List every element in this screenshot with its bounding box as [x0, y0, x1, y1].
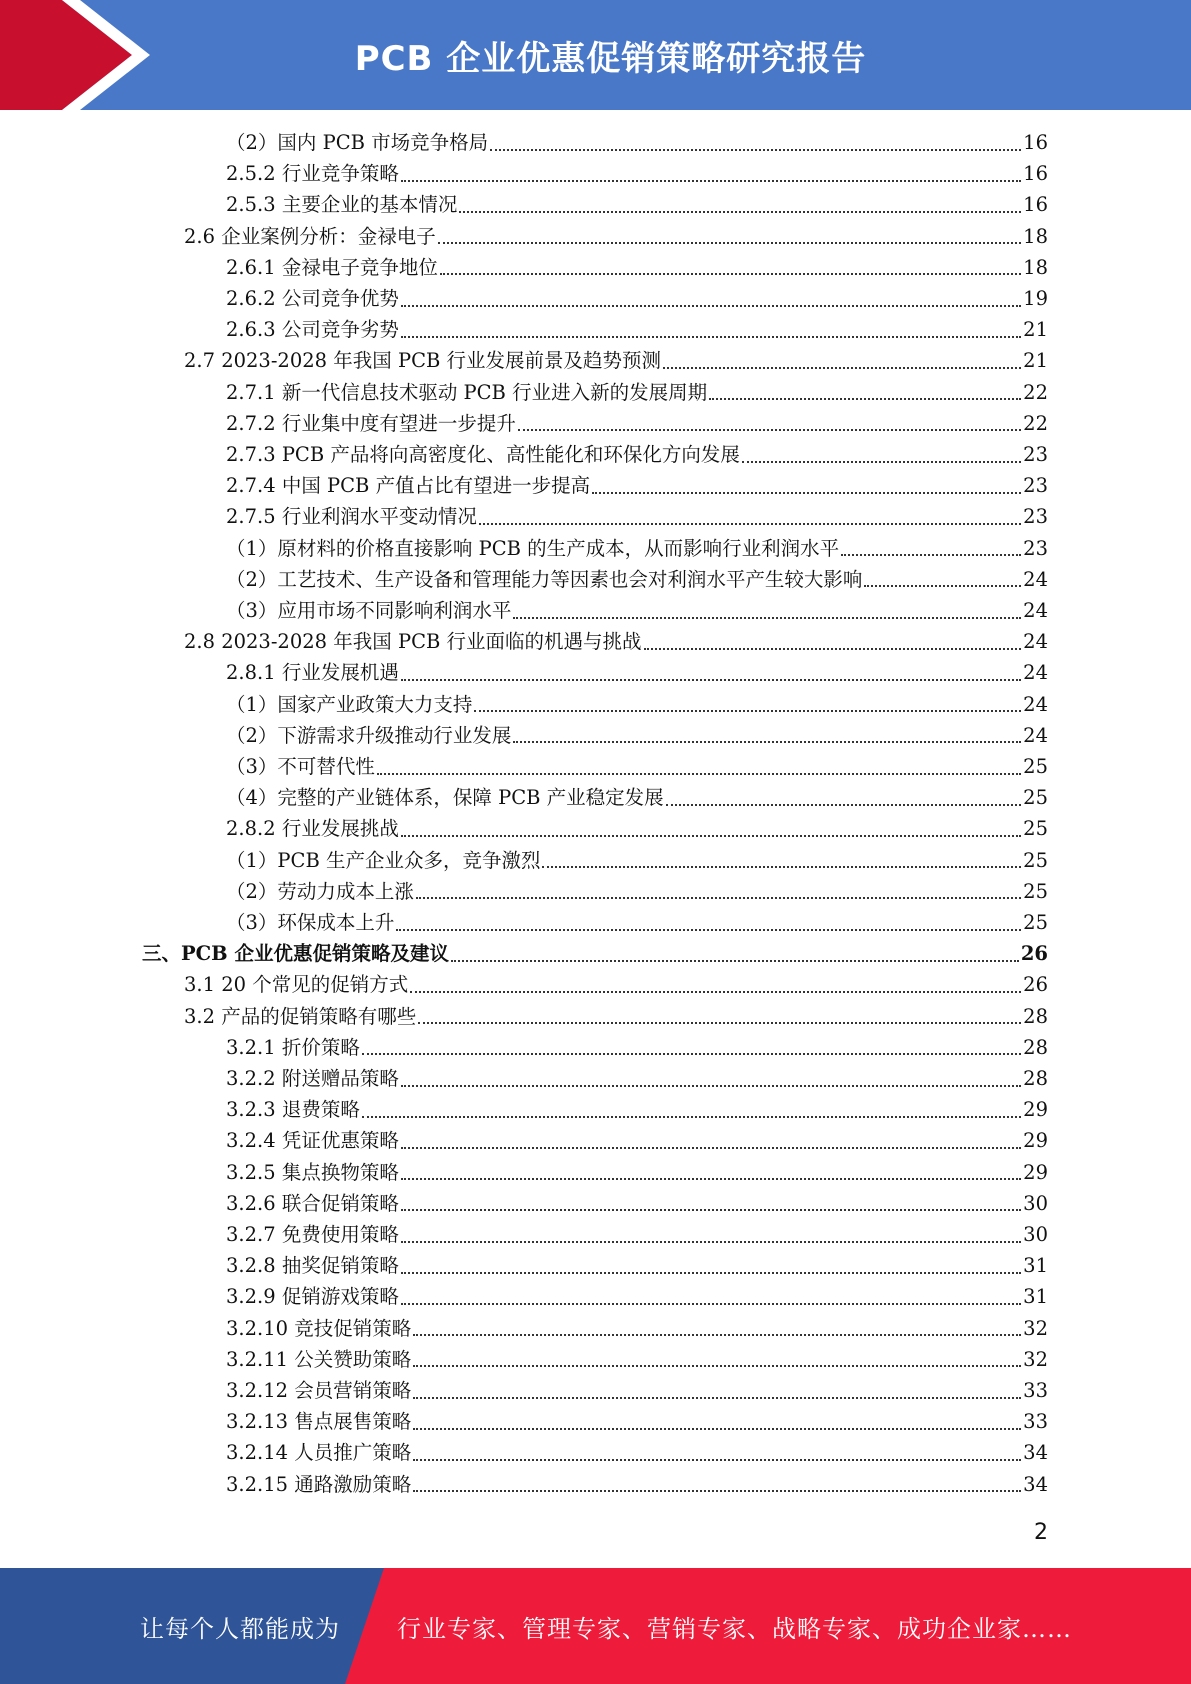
- toc-dot-leader: [513, 617, 1021, 619]
- toc-dot-leader: [401, 1303, 1021, 1305]
- toc-entry-page: 34: [1023, 1441, 1048, 1465]
- toc-dot-leader: [413, 1365, 1021, 1367]
- toc-entry[interactable]: [226, 127, 1048, 158]
- toc-entry-label: 3.2.9 促销游戏策略: [226, 1285, 399, 1309]
- toc-entry[interactable]: [226, 689, 1048, 720]
- toc-entry[interactable]: [226, 377, 1048, 408]
- toc-dot-leader: [742, 461, 1021, 463]
- toc-entry[interactable]: [226, 720, 1048, 751]
- toc-dot-leader: [401, 336, 1021, 338]
- toc-dot-leader: [401, 1209, 1021, 1211]
- toc-dot-leader: [401, 835, 1021, 837]
- toc-entry-page: 32: [1023, 1347, 1048, 1371]
- toc-entry-label: 3.2.14 人员推广策略: [226, 1441, 412, 1465]
- toc-entry-label: 2.7.5 行业利润水平变动情况: [226, 505, 477, 529]
- toc-entry[interactable]: [226, 501, 1048, 532]
- toc-dot-leader: [362, 1116, 1021, 1118]
- footer-banner: [0, 1568, 1191, 1684]
- toc-dot-leader: [401, 1085, 1021, 1087]
- toc-entry-label: 3.2 产品的促销策略有哪些: [184, 1004, 417, 1028]
- toc-entry-page: 31: [1023, 1254, 1048, 1278]
- toc-entry-page: 23: [1023, 536, 1048, 560]
- toc-dot-leader: [362, 1053, 1021, 1055]
- toc-entry-label: 2.8.1 行业发展机遇: [226, 661, 399, 685]
- toc-entry-page: 25: [1023, 879, 1048, 903]
- toc-dot-leader: [513, 741, 1021, 743]
- toc-entry-label: 三、PCB 企业优惠促销策略及建议: [142, 942, 449, 966]
- toc-entry[interactable]: [226, 189, 1048, 220]
- toc-entry-page: 23: [1023, 474, 1048, 498]
- toc-dot-leader: [864, 585, 1021, 587]
- footer-slogan-right: 行业专家、管理专家、营销专家、战略专家、成功企业家……: [397, 1614, 1072, 1643]
- toc-dot-leader: [418, 1022, 1021, 1024]
- toc-entry-page: 22: [1023, 411, 1048, 435]
- toc-dot-leader: [401, 1241, 1021, 1243]
- toc-entry[interactable]: [226, 1125, 1048, 1156]
- toc-entry[interactable]: [226, 1063, 1048, 1094]
- toc-entry-label: 2.8.2 行业发展挑战: [226, 817, 399, 841]
- toc-entry-page: 24: [1023, 599, 1048, 622]
- toc-entry[interactable]: [226, 1032, 1048, 1063]
- toc-entry[interactable]: [184, 626, 1048, 657]
- toc-entry[interactable]: [226, 314, 1048, 345]
- toc-entry[interactable]: [226, 1157, 1048, 1188]
- toc-entry[interactable]: [226, 1375, 1048, 1406]
- toc-entry-label: （2）劳动力成本上涨: [226, 879, 414, 903]
- toc-entry-label: 3.2.13 售点展售策略: [226, 1410, 412, 1434]
- toc-entry-page: 16: [1023, 193, 1048, 217]
- toc-entry-label: 3.2.5 集点换物策略: [226, 1160, 399, 1184]
- toc-entry-page: 22: [1023, 380, 1048, 404]
- toc-entry-label: 3.2.4 凭证优惠策略: [226, 1129, 399, 1153]
- toc-entry-page: 24: [1023, 692, 1048, 716]
- toc-entry-page: 30: [1023, 1191, 1048, 1215]
- toc-dot-leader: [401, 1272, 1021, 1274]
- toc-entry-page: 16: [1023, 131, 1048, 154]
- toc-entry-label: 2.7.2 行业集中度有望进一步提升: [226, 411, 516, 435]
- page-number: 2: [1034, 1520, 1048, 1545]
- toc-entry[interactable]: [226, 533, 1048, 564]
- toc-entry-page: 24: [1023, 723, 1048, 747]
- toc-dot-leader: [413, 1459, 1021, 1461]
- toc-entry[interactable]: [226, 283, 1048, 314]
- toc-entry-label: 2.7.1 新一代信息技术驱动 PCB 行业进入新的发展周期: [226, 380, 708, 404]
- toc-dot-leader: [410, 991, 1021, 993]
- toc-entry-page: 24: [1023, 661, 1048, 685]
- toc-entry-label: 3.2.2 附送赠品策略: [226, 1067, 399, 1090]
- toc-dot-leader: [709, 398, 1021, 400]
- toc-dot-leader: [663, 367, 1021, 369]
- toc-entry[interactable]: [226, 1469, 1048, 1500]
- toc-entry-page: 16: [1023, 162, 1048, 186]
- toc-entry[interactable]: [184, 221, 1048, 252]
- toc-entry[interactable]: [226, 1094, 1048, 1125]
- toc-dot-leader: [401, 1178, 1021, 1180]
- toc-dot-leader: [841, 554, 1021, 556]
- toc-dot-leader: [644, 648, 1022, 650]
- toc-dot-leader: [451, 960, 1019, 962]
- toc-entry[interactable]: [184, 345, 1048, 376]
- toc-dot-leader: [413, 1428, 1021, 1430]
- toc-entry-label: （3）不可替代性: [226, 755, 375, 778]
- toc-entry-page: 33: [1023, 1379, 1048, 1402]
- toc-entry[interactable]: [226, 564, 1048, 595]
- toc-entry-page: 29: [1023, 1098, 1048, 1122]
- toc-dot-leader: [666, 804, 1021, 806]
- toc-entry[interactable]: [184, 969, 1048, 1000]
- toc-entry-page: 30: [1023, 1223, 1048, 1246]
- toc-entry[interactable]: [226, 1188, 1048, 1219]
- toc-dot-leader: [413, 1334, 1021, 1336]
- toc-entry[interactable]: [226, 1281, 1048, 1312]
- toc-entry[interactable]: [226, 845, 1048, 876]
- toc-entry[interactable]: [226, 751, 1048, 782]
- toc-dot-leader: [592, 492, 1021, 494]
- toc-entry-label: 2.8 2023-2028 年我国 PCB 行业面临的机遇与挑战: [184, 630, 642, 654]
- toc-entry-label: 2.5.3 主要企业的基本情况: [226, 193, 458, 217]
- toc-entry-page: 33: [1023, 1410, 1048, 1434]
- toc-entry[interactable]: [226, 408, 1048, 439]
- toc-entry-page: 26: [1020, 942, 1048, 966]
- toc-entry[interactable]: [226, 470, 1048, 501]
- toc-entry[interactable]: [184, 1001, 1048, 1032]
- toc-entry-page: 19: [1023, 287, 1048, 310]
- toc-entry-page: 25: [1023, 755, 1048, 778]
- toc-entry-label: （1）原材料的价格直接影响 PCB 的生产成本，从而影响行业利润水平: [226, 536, 840, 560]
- toc-dot-leader: [413, 1490, 1021, 1492]
- toc-dot-leader: [459, 211, 1021, 213]
- toc-entry-label: 2.7 2023-2028 年我国 PCB 行业发展前景及趋势预测: [184, 349, 662, 373]
- toc-dot-leader: [440, 273, 1021, 275]
- toc-dot-leader: [401, 305, 1021, 307]
- toc-entry-label: 3.2.11 公关赞助策略: [226, 1347, 412, 1371]
- toc-dot-leader: [518, 429, 1021, 431]
- toc-entry-label: 3.2.15 通路激励策略: [226, 1472, 412, 1496]
- toc-entry-page: 21: [1023, 349, 1048, 373]
- toc-entry[interactable]: [226, 158, 1048, 189]
- toc-entry-label: （2）工艺技术、生产设备和管理能力等因素也会对利润水平产生较大影响: [226, 567, 863, 591]
- toc-dot-leader: [542, 866, 1021, 868]
- toc-entry-page: 24: [1023, 567, 1048, 591]
- toc-entry-page: 24: [1023, 630, 1048, 654]
- toc-entry-label: 3.2.7 免费使用策略: [226, 1223, 399, 1246]
- toc-entry-label: 3.2.3 退费策略: [226, 1098, 360, 1122]
- toc-entry[interactable]: [226, 1250, 1048, 1281]
- toc-entry-page: 32: [1023, 1316, 1048, 1340]
- toc-entry[interactable]: [226, 782, 1048, 813]
- toc-dot-leader: [401, 1147, 1021, 1149]
- toc-entry-page: 28: [1023, 1067, 1048, 1090]
- toc-entry[interactable]: [226, 1437, 1048, 1468]
- toc-dot-leader: [413, 1397, 1021, 1399]
- toc-entry-label: （3）应用市场不同影响利润水平: [226, 599, 512, 622]
- toc-entry[interactable]: [226, 876, 1048, 907]
- toc-entry[interactable]: [226, 1344, 1048, 1375]
- toc-entry-page: 25: [1023, 848, 1048, 872]
- toc-entry-label: 2.6.2 公司竞争优势: [226, 287, 399, 310]
- toc-entry-page: 21: [1023, 318, 1048, 342]
- toc-entry-label: （4）完整的产业链体系，保障 PCB 产业稳定发展: [226, 786, 664, 810]
- toc-entry-page: 18: [1023, 224, 1048, 248]
- toc-entry-label: 2.7.3 PCB 产品将向高密度化、高性能化和环保化方向发展: [226, 443, 740, 466]
- toc-entry-page: 29: [1023, 1160, 1048, 1184]
- toc-entry[interactable]: [226, 907, 1048, 938]
- toc-dot-leader: [416, 897, 1021, 899]
- toc-dot-leader: [401, 180, 1021, 182]
- toc-entry-label: 2.6.3 公司竞争劣势: [226, 318, 399, 342]
- toc-entry[interactable]: [226, 1313, 1048, 1344]
- toc-entry-page: 31: [1023, 1285, 1048, 1309]
- page-title: PCB 企业优惠促销策略研究报告: [354, 38, 867, 79]
- toc-entry-page: 25: [1023, 911, 1048, 934]
- toc-entry[interactable]: [226, 1219, 1048, 1250]
- toc-entry-page: 29: [1023, 1129, 1048, 1153]
- toc-entry-label: 3.2.10 竞技促销策略: [226, 1316, 412, 1340]
- toc-dot-leader: [474, 710, 1021, 712]
- toc-entry[interactable]: [226, 595, 1048, 626]
- toc-entry-page: 23: [1023, 505, 1048, 529]
- toc-entry[interactable]: [226, 439, 1048, 470]
- toc-entry-label: 3.2.12 会员营销策略: [226, 1379, 412, 1402]
- toc-entry-label: （1）PCB 生产企业众多，竞争激烈: [226, 848, 541, 872]
- toc-dot-leader: [401, 679, 1021, 681]
- toc-entry[interactable]: [226, 813, 1048, 844]
- toc-entry[interactable]: [226, 1406, 1048, 1437]
- toc-dot-leader: [396, 929, 1021, 931]
- toc-entry[interactable]: [226, 657, 1048, 688]
- toc-entry-label: （2）国内 PCB 市场竞争格局: [226, 131, 489, 154]
- toc-entry-page: 34: [1023, 1472, 1048, 1496]
- toc-entry-label: 3.2.6 联合促销策略: [226, 1191, 399, 1215]
- toc-entry-label: （2）下游需求升级推动行业发展: [226, 723, 512, 747]
- toc-entry-label: 2.5.2 行业竞争策略: [226, 162, 399, 186]
- toc-dot-leader: [438, 242, 1021, 244]
- toc-entry-page: 28: [1023, 1004, 1048, 1028]
- toc-entry-page: 18: [1023, 255, 1048, 279]
- toc-entry-page: 26: [1023, 973, 1048, 997]
- toc-entry-label: （1）国家产业政策大力支持: [226, 692, 473, 716]
- toc-entry-page: 23: [1023, 443, 1048, 466]
- header-banner: [0, 0, 1191, 110]
- toc-entry-label: 3.1 20 个常见的促销方式: [184, 973, 409, 997]
- toc-dot-leader: [479, 523, 1021, 525]
- toc-entry-label: 3.2.1 折价策略: [226, 1035, 360, 1059]
- toc-dot-leader: [377, 773, 1021, 775]
- toc-entry-label: 2.7.4 中国 PCB 产值占比有望进一步提高: [226, 474, 591, 498]
- toc-entry[interactable]: [142, 938, 1048, 969]
- toc-entry[interactable]: [226, 252, 1048, 283]
- toc-entry-page: 28: [1023, 1035, 1048, 1059]
- toc-dot-leader: [490, 149, 1021, 151]
- toc-entry-label: 3.2.8 抽奖促销策略: [226, 1254, 399, 1278]
- chevron-arrow-icon: [0, 0, 160, 110]
- toc-entry-page: 25: [1023, 817, 1048, 841]
- footer-slogan-left: 让每个人都能成为: [140, 1614, 340, 1643]
- toc-entry-label: （3）环保成本上升: [226, 911, 395, 934]
- toc-entry-page: 25: [1023, 786, 1048, 810]
- toc-entry-label: 2.6 企业案例分析：金禄电子: [184, 224, 436, 248]
- toc-entry-label: 2.6.1 金禄电子竞争地位: [226, 255, 438, 279]
